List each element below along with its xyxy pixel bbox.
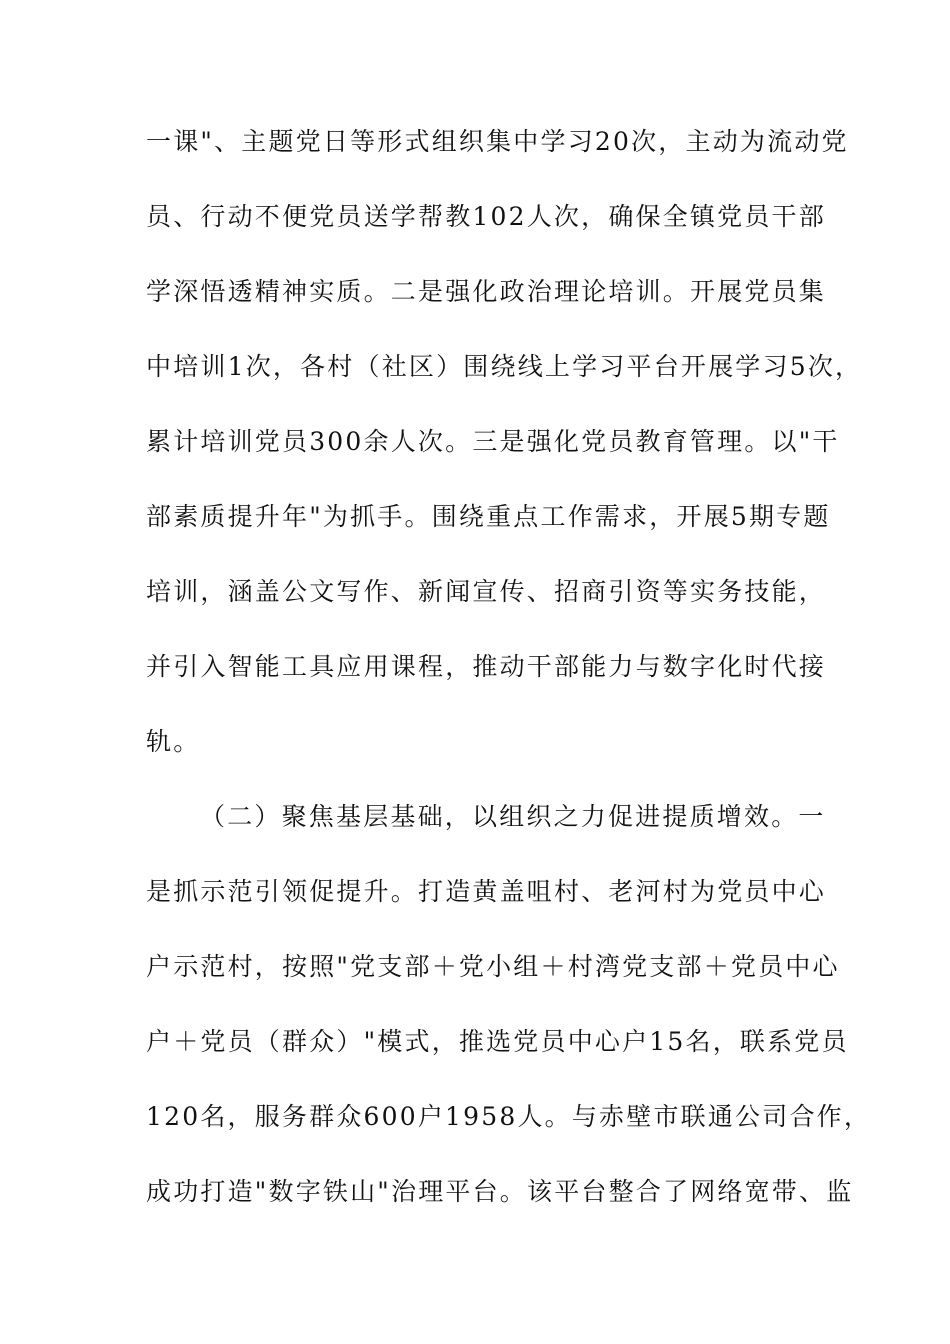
text-line: 轨。 — [146, 727, 201, 756]
text-line: 一课"、主题党日等形式组织集中学习20次，主动为流动党 — [146, 127, 849, 156]
text-line: 120名，服务群众600户1958人。与赤壁市联通公司合作， — [146, 1102, 872, 1131]
text-line: 是抓示范引领促提升。打造黄盖咀村、老河村为党员中心 — [146, 877, 827, 906]
text-line: 户＋党员（群众）"模式，推选党员中心户15名，联系党员 — [146, 1027, 849, 1056]
paragraph-first-line: （二）聚焦基层基础，以组织之力促进提质增效。一 — [200, 802, 826, 831]
text-line: 户示范村，按照"党支部＋党小组＋村湾党支部＋党员中心 — [146, 952, 840, 981]
text-line: 部素质提升年"为抓手。围绕重点工作需求，开展5期专题 — [146, 502, 831, 531]
text-line: 员、行动不便党员送学帮教102人次，确保全镇党员干部 — [146, 202, 826, 231]
text-line: 培训，涵盖公文写作、新闻宣传、招商引资等实务技能， — [146, 577, 827, 606]
text-line: 并引入智能工具应用课程，推动干部能力与数字化时代接 — [146, 652, 827, 681]
text-line: 累计培训党员300余人次。三是强化党员教育管理。以"干 — [146, 427, 840, 456]
text-line: 成功打造"数字铁山"治理平台。该平台整合了网络宽带、监 — [146, 1177, 854, 1206]
text-line: 学深悟透精神实质。二是强化政治理论培训。开展党员集 — [146, 277, 827, 306]
text-line: 中培训1次，各村（社区）围绕线上学习平台开展学习5次， — [146, 352, 863, 381]
